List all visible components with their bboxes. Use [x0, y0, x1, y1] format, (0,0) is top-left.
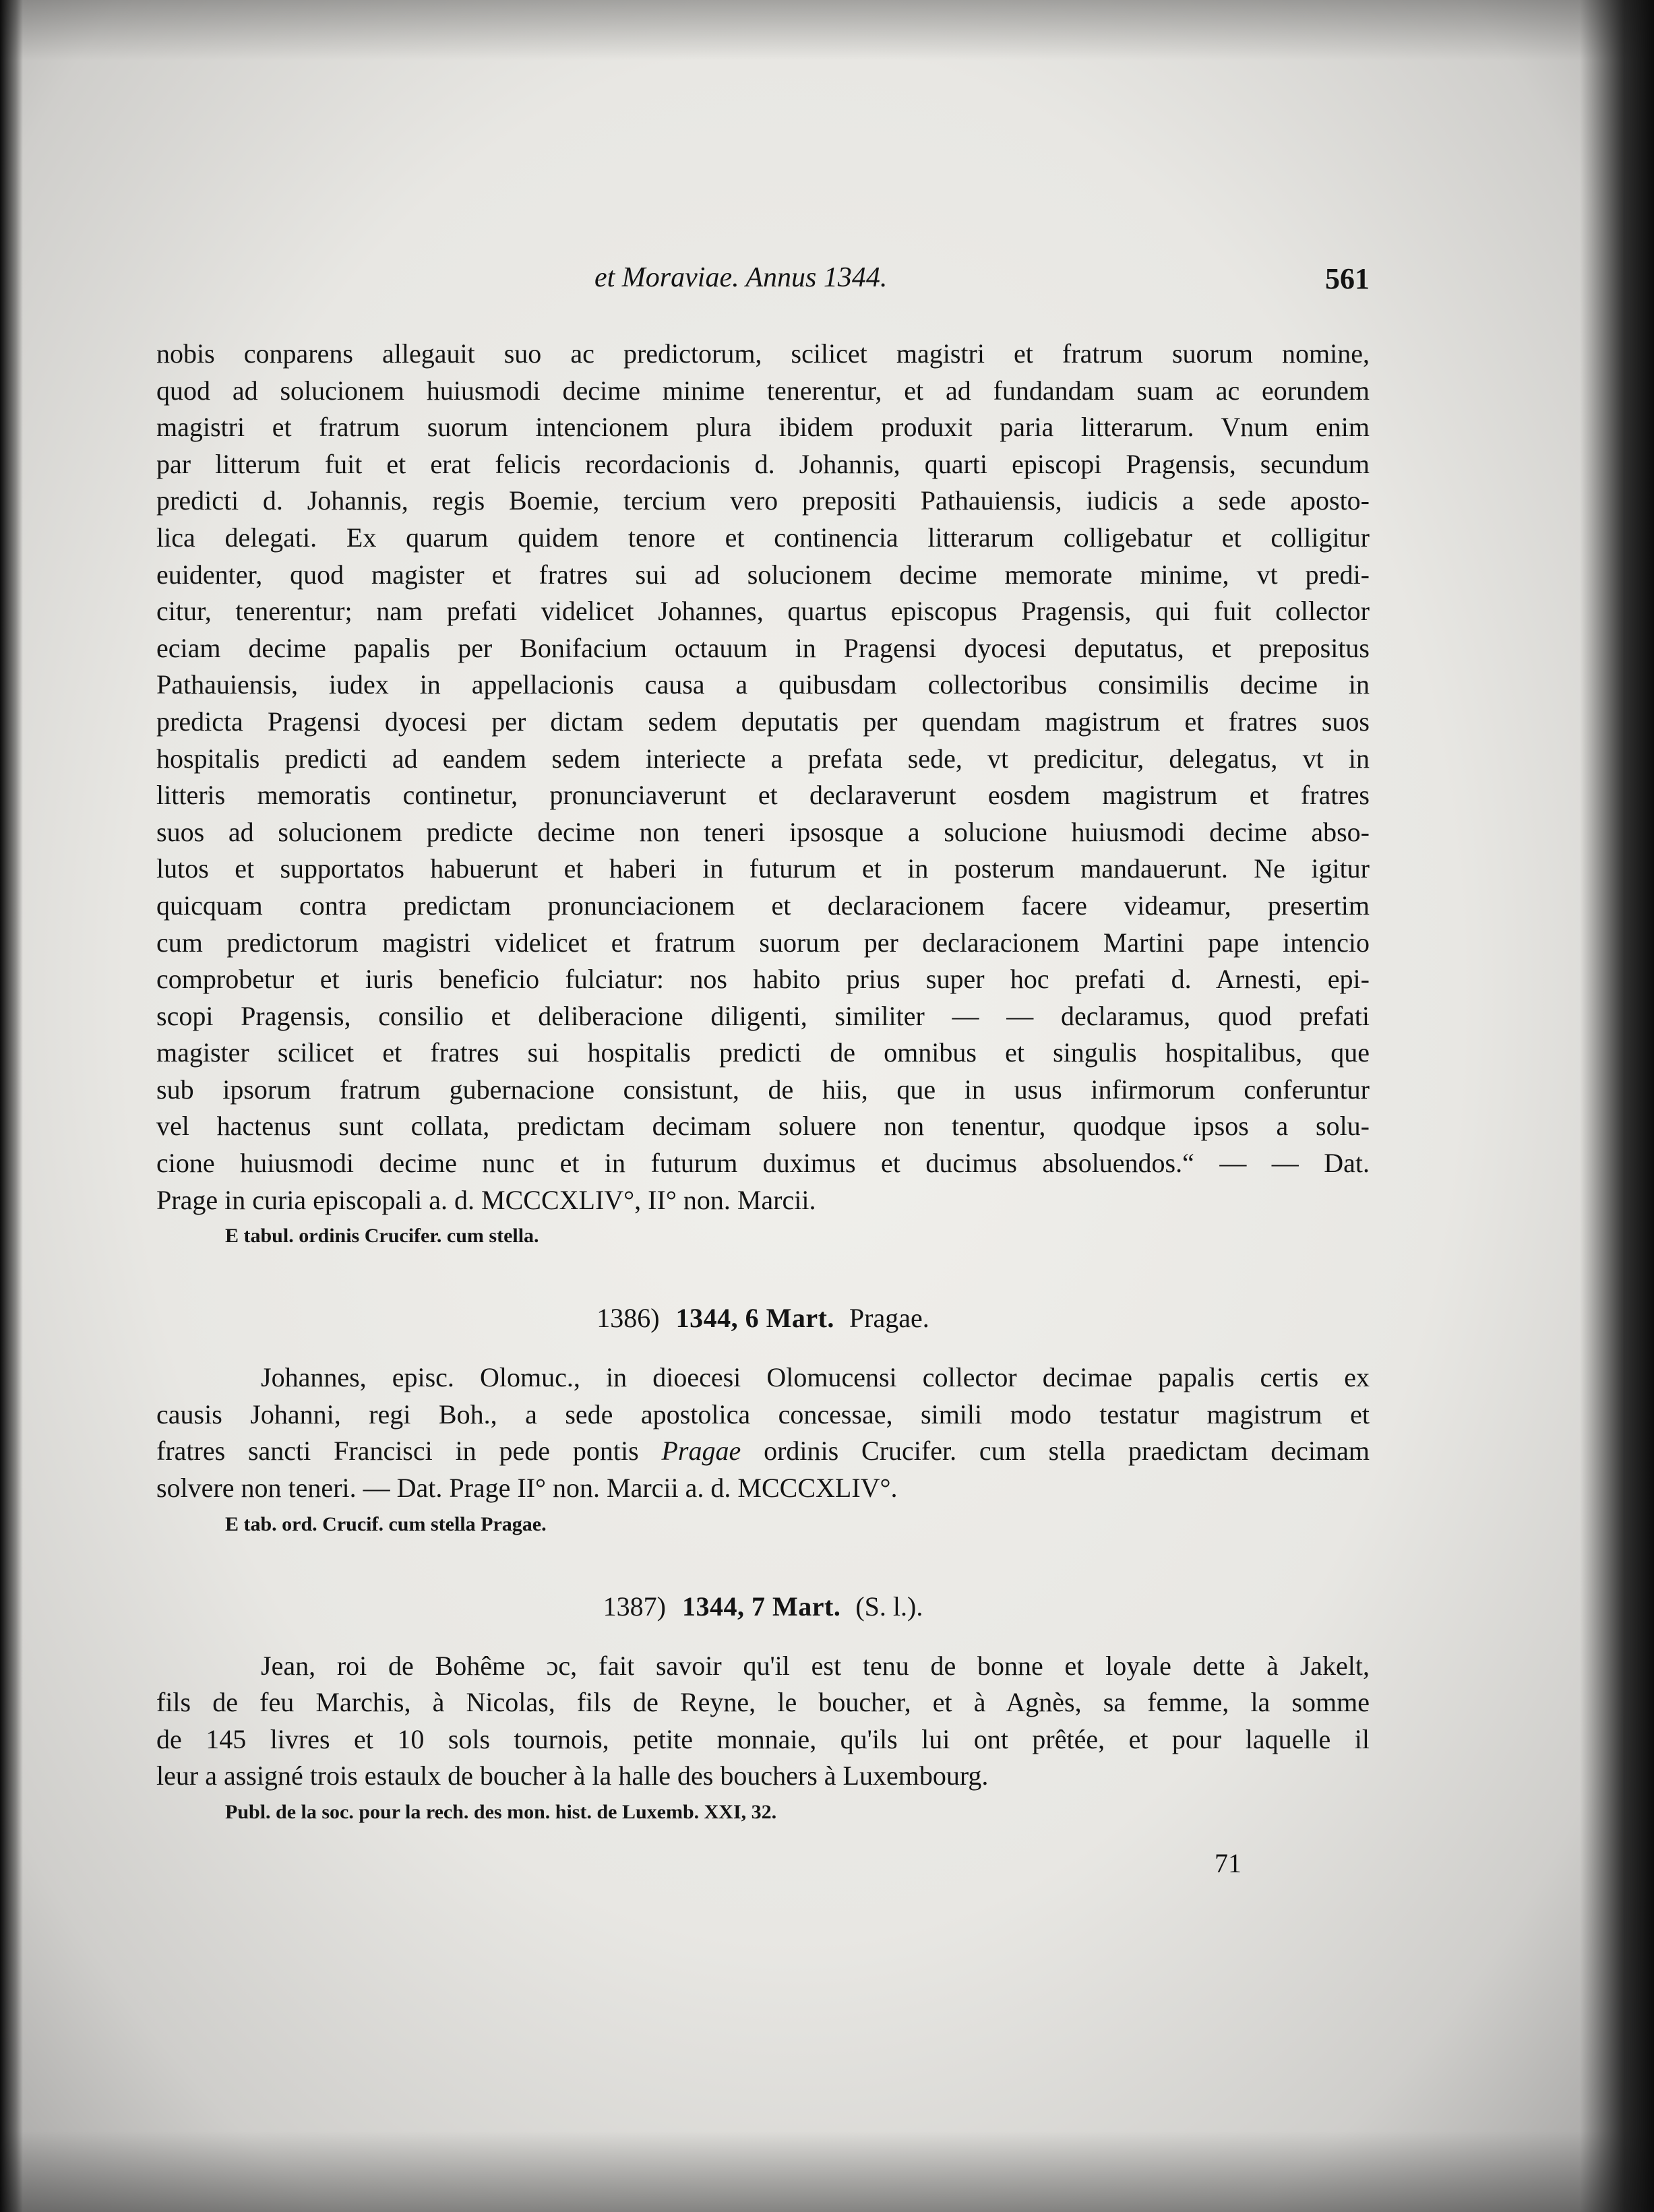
text-line: sub ipsorum fratrum gubernacione consistunt, de hiis, que in usus infirmorum conferuntur	[156, 1074, 1370, 1105]
text-line: hospitalis predicti ad eandem sedem interiecte a prefata sede, vt predicitur, delegatus, vt in	[156, 743, 1370, 774]
running-header	[156, 262, 1370, 302]
text-line: de 145 livres et 10 sols tournois, petite monnaie, qu'ils lui ont prêtée, et pour laquelle il	[156, 1723, 1370, 1754]
text-line: cum predictorum magistri videlicet et fratrum suorum per declaracionem Martini pape intencio	[156, 927, 1370, 958]
text-line: euidenter, quod magister et fratres sui ad solucionem decime memorate minime, vt predi-	[156, 559, 1370, 590]
entry-number: 1386)	[596, 1303, 660, 1334]
text-line: leur a assigné trois estaulx de boucher à la halle des bouchers à Luxembourg.	[156, 1760, 989, 1791]
entry-number: 1387)	[603, 1591, 666, 1622]
entry-body-1387	[156, 1648, 1370, 1826]
text-line: Johannes, episc. Olomuc., in dioecesi Olomucensi collector decimae papalis certis ex	[261, 1362, 1370, 1393]
continuation-text	[156, 336, 1370, 1250]
text-line: quicquam contra predictam pronunciacionem et declaracionem facere videamur, presertim	[156, 890, 1370, 921]
document-page	[156, 262, 1370, 1879]
text-line: quod ad solucionem huiusmodi decime minime tenerentur, et ad fundandam suam ac eorundem	[156, 375, 1370, 406]
source-note: Publ. de la soc. pour la rech. des mon. hist. de Luxemb. XXI, 32.	[225, 1801, 777, 1823]
text-line: magistri et fratrum suorum intencionem plura ibidem produxit paria litterarum. Vnum enim	[156, 412, 1370, 443]
text-line: comprobetur et iuris beneficio fulciatur: nos habito prius super hoc prefati d. Arnesti, epi-	[156, 964, 1370, 995]
scan-shadow-right	[1580, 0, 1654, 2212]
entry-place: Pragae.	[849, 1303, 929, 1334]
text-line: predicta Pragensi dyocesi per dictam sedem deputatis per quendam magistrum et fratres suos	[156, 706, 1370, 737]
place-name-italic: Pragae	[661, 1436, 741, 1467]
entry-heading-1387	[156, 1591, 1370, 1622]
running-title: et Moraviae. Annus 1344.	[594, 262, 888, 293]
entry-heading-1386	[156, 1302, 1370, 1334]
text-line: Prage in curia episcopali a. d. MCCCXLIV°, II° non. Marcii.	[156, 1184, 816, 1215]
scan-shadow-bottom	[0, 2131, 1654, 2212]
text-line: cione huiusmodi decime nunc et in futurum duximus et ducimus absoluendos.“ — — Dat.	[156, 1148, 1370, 1179]
text-line: litteris memoratis continetur, pronunciaverunt et declaraverunt eosdem magistrum et fratres	[156, 780, 1370, 811]
text-line: fils de feu Marchis, à Nicolas, fils de Reyne, le boucher, et à Agnès, sa femme, la somme	[156, 1687, 1370, 1718]
text-line: nobis conparens allegauit suo ac predictorum, scilicet magistri et fratrum suorum nomine,	[156, 338, 1370, 369]
entry-date: 1344, 6 Mart.	[675, 1303, 834, 1334]
entry-body-1386	[156, 1359, 1370, 1537]
text-line: Pathauiensis, iudex in appellacionis causa a quibusdam collectoribus consimilis decime in	[156, 669, 1370, 700]
text-line: lutos et supportatos habuerunt et haberi in futurum et in posterum mandauerunt. Ne igitur	[156, 853, 1370, 884]
text-line: lica delegati. Ex quarum quidem tenore et continencia litterarum colligebatur et colligitur	[156, 522, 1370, 553]
text-line: scopi Pragensis, consilio et deliberacione diligenti, similiter — — declaramus, quod prefati	[156, 1000, 1370, 1031]
text-line-with-italic	[156, 1433, 1370, 1470]
text-line: magister scilicet et fratres sui hospitalis predicti de omnibus et singulis hospitalibus, que	[156, 1037, 1370, 1068]
text-line: predicti d. Johannis, regis Boemie, tercium vero prepositi Pathauiensis, iudicis a sede aposto-	[156, 485, 1370, 516]
signature-number: 71	[1215, 1848, 1242, 1878]
text-line: Jean, roi de Bohême ɔc, fait savoir qu'il est tenu de bonne et loyale dette à Jakelt,	[261, 1650, 1370, 1681]
text-line: solvere non teneri. — Dat. Prage II° non. Marcii a. d. MCCCXLIV°.	[156, 1473, 898, 1504]
text-segment: fratres sancti Francisci in pede pontis	[156, 1436, 662, 1467]
source-note: E tabul. ordinis Crucifer. cum stella.	[225, 1225, 539, 1248]
scan-shadow-top	[0, 0, 1654, 61]
text-line: par litterum fuit et erat felicis recordacionis d. Johannis, quarti episcopi Pragensis, secundum	[156, 448, 1370, 479]
text-line: suos ad solucionem predicte decime non teneri ipsosque a solucione huiusmodi decime abso-	[156, 816, 1370, 847]
entry-place: (S. l.).	[855, 1591, 923, 1622]
text-line: eciam decime papalis per Bonifacium octauum in Pragensi dyocesi deputatus, et prepositus	[156, 632, 1370, 663]
text-segment: ordinis Crucifer. cum stella praedictam decimam	[741, 1436, 1370, 1467]
text-line: causis Johanni, regi Boh., a sede apostolica concessae, simili modo testatur magistrum et	[156, 1399, 1370, 1430]
scan-shadow-left	[0, 0, 23, 2212]
text-line: vel hactenus sunt collata, predictam decimam soluere non tenentur, quodque ipsos a solu-	[156, 1111, 1370, 1142]
entry-date: 1344, 7 Mart.	[682, 1591, 841, 1622]
source-note: E tab. ord. Crucif. cum stella Pragae.	[225, 1512, 547, 1535]
text-line: citur, tenerentur; nam prefati videlicet Johannes, quartus episcopus Pragensis, qui fuit collector	[156, 596, 1370, 627]
page-number: 561	[1325, 262, 1370, 295]
